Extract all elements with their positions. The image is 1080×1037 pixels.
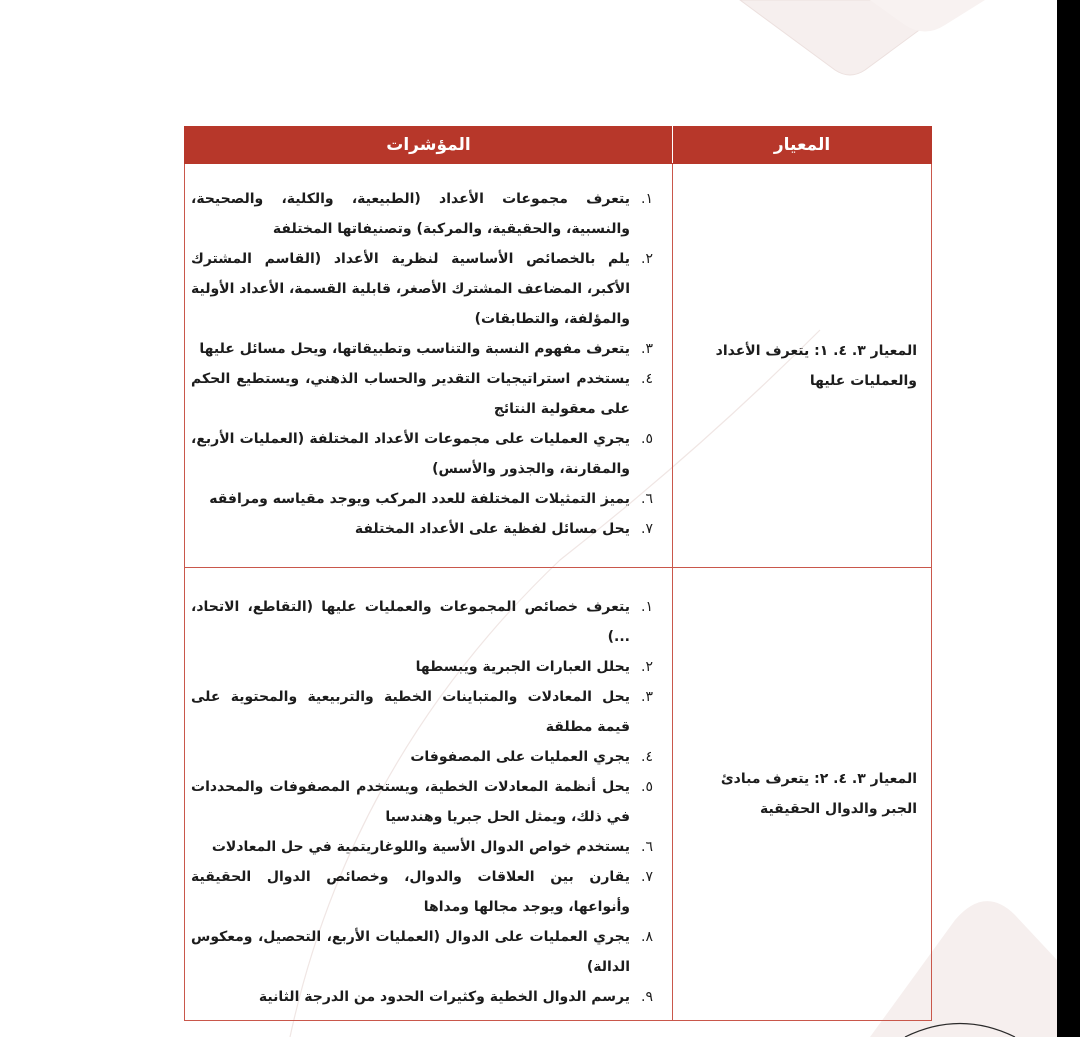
list-item: [191, 772, 664, 832]
list-item: [191, 832, 664, 862]
indicators-cell: [185, 568, 673, 1021]
criterion-cell: المعيار ٣. ٤. ١: يتعرف الأعداد والعمليات عليها: [673, 164, 932, 568]
item-text: يجري العمليات على الدوال (العمليات الأربع، التحصيل، ومعكوس الدالة): [191, 929, 630, 975]
item-text: يحل أنظمة المعادلات الخطية، ويستخدم المصفوفات والمحددات في ذلك، ويمثل الحل جبريا وهندسيا: [191, 779, 630, 825]
item-text: يحل المعادلات والمتباينات الخطية والتربيعية والمحتوية على قيمة مطلقة: [191, 689, 630, 735]
item-number: ٨.: [641, 929, 653, 945]
list-item: [191, 652, 664, 682]
top-right-decorative-shape: [740, 0, 985, 75]
list-item: [191, 592, 664, 652]
list-item: [191, 982, 664, 1012]
list-item: [191, 514, 664, 544]
indicators-cell: [185, 164, 673, 568]
item-text: يجري العمليات على المصفوفات: [410, 749, 630, 765]
item-number: ٣.: [641, 689, 653, 705]
item-text: يحلل العبارات الجبرية ويبسطها: [415, 659, 630, 675]
item-number: ٣.: [641, 340, 653, 357]
list-item: [191, 922, 664, 982]
list-item: [191, 682, 664, 742]
item-text: يتعرف مجموعات الأعداد (الطبيعية، والكلية، والصحيحة، والنسبية، والحقيقية، والمركبة) وتصنيفاتها المختلفة: [191, 190, 630, 237]
item-number: ٧.: [641, 869, 653, 885]
item-number: ٤.: [641, 749, 653, 765]
item-text: يقارن بين العلاقات والدوال، وخصائص الدوال الحقيقية وأنواعها، ويوجد مجالها ومداها: [191, 869, 630, 915]
table-row: [185, 568, 932, 1021]
list-item: [191, 184, 664, 244]
header-criterion: المعيار: [673, 127, 932, 164]
item-number: ٦.: [641, 490, 653, 507]
item-number: ١.: [641, 599, 653, 615]
item-number: ١.: [641, 190, 653, 207]
header-indicators: المؤشرات: [185, 127, 673, 164]
indicator-list: [191, 184, 664, 544]
item-text: يميز التمثيلات المختلفة للعدد المركب ويوجد مقياسه ومرافقه: [209, 490, 630, 507]
item-text: يتعرف مفهوم النسبة والتناسب وتطبيقاتها، ويحل مسائل عليها: [199, 340, 630, 357]
list-item: [191, 364, 664, 424]
list-item: [191, 862, 664, 922]
item-text: يجري العمليات على مجموعات الأعداد المختلفة (العمليات الأربع، والمقارنة، والجذور والأسس): [191, 430, 630, 477]
item-number: ٩.: [641, 989, 653, 1005]
item-text: يتعرف خصائص المجموعات والعمليات عليها (التقاطع، الاتحاد، ...): [191, 599, 630, 645]
list-item: [191, 334, 664, 364]
item-number: ٥.: [641, 779, 653, 795]
item-number: ٧.: [641, 520, 653, 537]
item-number: ٦.: [641, 839, 653, 855]
list-item: [191, 244, 664, 334]
item-text: يحل مسائل لفظية على الأعداد المختلفة: [354, 520, 630, 537]
list-item: [191, 742, 664, 772]
table-row: [185, 164, 932, 568]
item-number: ٢.: [641, 659, 653, 675]
item-text: يرسم الدوال الخطية وكثيرات الحدود من الدرجة الثانية: [258, 989, 630, 1005]
item-text: يلم بالخصائص الأساسية لنظرية الأعداد (القاسم المشترك الأكبر، المضاعف المشترك الأصغر، قابلية القسمة، الأعداد الأولية والمؤلفة، والتطابقات): [191, 250, 630, 327]
item-number: ٤.: [641, 370, 653, 387]
criterion-cell: المعيار ٣. ٤. ٢: يتعرف مبادئ الجبر والدوال الحقيقية: [673, 568, 932, 1021]
indicator-list: [191, 592, 664, 1012]
item-number: ٢.: [641, 250, 653, 267]
item-text: يستخدم استراتيجيات التقدير والحساب الذهني، ويستطيع الحكم على معقولية النتائج: [191, 370, 630, 417]
table-header-row: [185, 127, 932, 164]
item-number: ٥.: [641, 430, 653, 447]
item-text: يستخدم خواص الدوال الأسية واللوغاريتمية في حل المعادلات: [211, 839, 630, 855]
list-item: [191, 424, 664, 484]
list-item: [191, 484, 664, 514]
standards-table: [184, 126, 932, 1021]
